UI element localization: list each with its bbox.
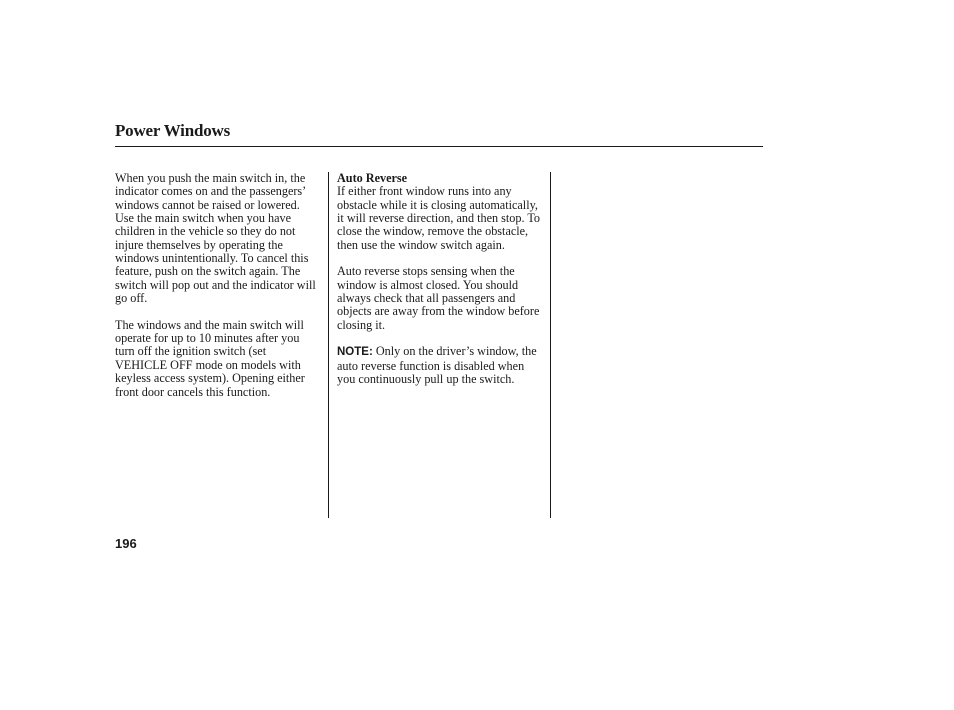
sensing-paragraph: Auto reverse stops sensing when the window is almost closed. You should always check that all passengers and objects are away from the window before closing it. <box>337 264 540 332</box>
column-divider-left <box>328 172 329 518</box>
auto-reverse-section <box>337 172 543 252</box>
note-paragraph <box>337 345 543 386</box>
note-label: NOTE: <box>337 346 373 359</box>
page-title: Power Windows <box>115 121 231 140</box>
middle-column <box>337 172 543 400</box>
note-text: Only on the driver’s window, the auto reverse function is disabled when you continuously pull up the switch. <box>337 344 537 387</box>
left-column <box>115 172 321 412</box>
timer-paragraph: The windows and the main switch will operate for up to 10 minutes after you turn off the ignition switch (set VEHICLE OFF mode on models with keyless access system). Opening either front door cancels this function. <box>115 317 305 399</box>
auto-reverse-heading: Auto Reverse <box>337 171 408 185</box>
column-divider-right <box>550 172 551 518</box>
title-divider <box>115 146 763 147</box>
main-switch-paragraph: When you push the main switch in, the indicator comes on and the passengers’ windows cannot be raised or lowered. Use the main switch when you have children in the vehicle so they do not injure themselves by operating the windows unintentionally. To cancel this feature, push on the switch again. The switch will pop out and the indicator will go off. <box>115 171 316 306</box>
page-number: 196 <box>115 536 137 551</box>
auto-reverse-paragraph: If either front window runs into any obstacle while it is closing automatically, it will reverse direction, and then stop. To close the window, remove the obstacle, then use the window switch again. <box>337 184 541 252</box>
